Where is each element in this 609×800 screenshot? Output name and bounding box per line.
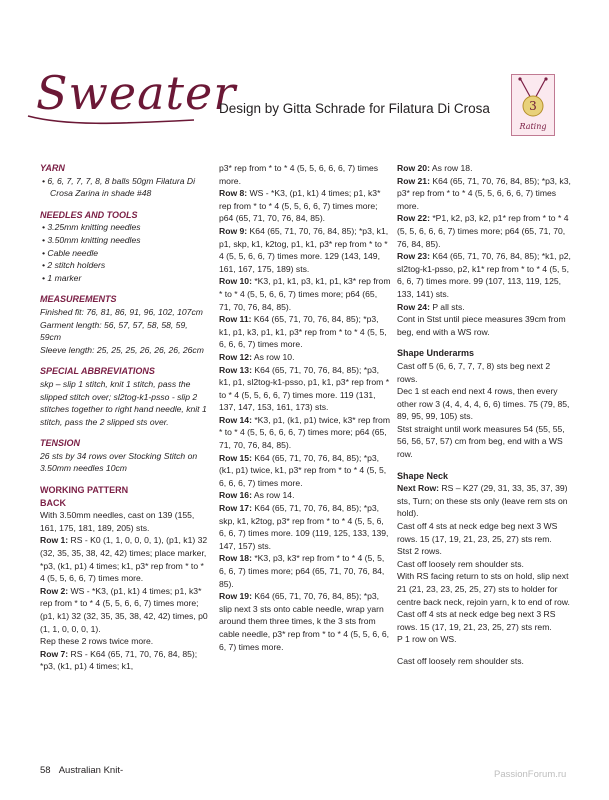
neck-text: Cast off 4 sts at neck edge beg next 3 RS rows. 15 (17, 19, 21, 23, 25, 27) sts rem.	[397, 609, 556, 632]
measurement-line: Finished fit: 76, 81, 86, 91, 96, 102, 107cm	[40, 306, 203, 317]
row-instruction: Row 10: *K3, p1, k1, p3, k1, p1, k3* rep from * to * 4 (5, 5, 6, 6, 7) times more; p64 (65, 71, 70, 76, 84, 85).	[219, 276, 391, 312]
needles-item: • 3.25mm knitting needles	[42, 222, 141, 233]
column-2	[219, 162, 391, 653]
abbreviations-text: skp – slip 1 stitch, knit 1 stitch, pass the slipped stitch over; sl2tog-k1-psso - slip 2 stitches together to right hand needle, knit 1 stitch, pass the 2 slipped sts over.	[40, 378, 207, 427]
row-instruction: Row 18: *K3, p3, k3* rep from * to * 4 (5, 5, 6, 6, 7) times more; p64 (65, 71, 70, 76, 84, 85).	[219, 553, 385, 589]
watermark: PassionForum.ru	[494, 769, 567, 780]
neck-text: Stst 2 rows.	[397, 546, 442, 557]
measurement-line: Sleeve length: 25, 25, 25, 26, 26, 26, 26cm	[40, 344, 204, 355]
page-footer	[40, 765, 123, 776]
yarn-heading: YARN	[40, 163, 65, 173]
row-instruction: Row 22: *P1, k2, p3, k2, p1* rep from * to * 4 (5, 5, 6, 6, 6, 7) times more; p64 (65, 71, 70, 76, 84, 85).	[397, 213, 569, 249]
yarn-item: • 6, 6, 7, 7, 7, 8, 8 balls 50gm Filatura Di Crosa Zarina in shade #48	[42, 175, 195, 199]
row-instruction: Row 12: As row 10.	[219, 351, 295, 362]
underarms-text: Stst straight until work measures 54 (55, 55, 56, 56, 57, 57) cm from beg, end with a WS row.	[397, 423, 565, 460]
back-intro: With 3.50mm needles, cast on 139 (155, 161, 175, 181, 189, 205) sts.	[40, 510, 195, 533]
needles-item: • 2 stitch holders	[42, 260, 106, 271]
shape-underarms-heading: Shape Underarms	[397, 348, 475, 359]
back-heading: BACK	[40, 497, 66, 508]
row-instruction: Row 20: As row 18.	[397, 163, 473, 173]
neck-text: Cast off loosely rem shoulder sts.	[397, 655, 524, 666]
needles-item: • Cable needle	[42, 247, 99, 258]
page-number: 58	[40, 765, 51, 776]
row-instruction: Row 24: P all sts.	[397, 301, 465, 312]
needles-item: • 1 marker	[42, 272, 82, 283]
neck-text: Cast off 4 sts at neck edge beg next 3 WS rows. 15 (17, 19, 21, 23, 25, 27) sts rem.	[397, 521, 558, 544]
row-instruction: Row 14: *K3, p1, (k1, p1) twice, k3* rep from * to * 4 (5, 5, 6, 6, 6, 7) times more; p64 (65, 71, 70, 76, 84, 85).	[219, 414, 390, 451]
row-instruction: Row 2: WS - *K3, (p1, k1) 4 times; p1, k3* rep from * to * 4 (5, 5, 6, 6, 7) times more; (p1, k1) 32 (32, 35, 35, 38, 42, 42) times, p0 (1, 1, 0, 0, 0, 1).	[40, 585, 208, 634]
measurements-heading: MEASUREMENTS	[40, 294, 117, 305]
rating-badge-icon	[511, 74, 555, 136]
measurement-line: Garment length: 56, 57, 57, 58, 58, 59, 59cm	[40, 319, 188, 343]
neck-text: Cast off loosely rem shoulder sts.	[397, 558, 524, 569]
row-instruction: Row 21: K64 (65, 71, 70, 76, 84, 85); *p3, k3, p3* rep from * to * 4 (5, 5, 6, 6, 6, 7) times more.	[397, 175, 571, 211]
row-instruction: Next Row: RS – K27 (29, 31, 33, 35, 37, 39) sts, Turn; on these sts only (leave rem sts on hold).	[397, 483, 568, 519]
row-instruction: Row 23: K64 (65, 71, 70, 76, 84, 85); *k1, p2, sl2tog-k1-psso, p2, k1* rep from * to * 4 (5, 5, 6, 6, 7) times more. 99 (107, 113, 119, 125, 133, 141) sts.	[397, 251, 571, 299]
byline: Design by Gitta Schrade for Filatura Di Crosa	[219, 101, 490, 116]
row-continuation: p3* rep from * to * 4 (5, 5, 6, 6, 6, 7) times more.	[219, 163, 379, 186]
abbreviations-heading: SPECIAL ABBREVIATIONS	[40, 366, 155, 377]
tension-text: 26 sts by 34 rows over Stocking Stitch on 3.50mm needles 10cm	[40, 450, 198, 474]
needles-item: • 3.50mm knitting needles	[42, 234, 141, 245]
neck-text: With RS facing return to sts on hold, slip next 21 (21, 23, 23, 25, 25, 27) sts to holder for centre back neck, rejoin yarn, k to end of row.	[397, 571, 570, 607]
row-instruction: Row 13: K64 (65, 71, 70, 76, 84, 85); *p3, k1, p1, sl2tog-k1-psso, p1, k1, p3* rep from * to * 4 (5, 5, 6, 6, 7) times more. 119 (131, 137, 147, 153, 161, 173) sts.	[219, 364, 390, 413]
repeat-note: Rep these 2 rows twice more.	[40, 636, 154, 647]
needles-heading: NEEDLES AND TOOLS	[40, 209, 138, 220]
magazine-name: Australian Knit-	[58, 765, 124, 776]
row-instruction: Row 8: WS - *K3, (p1, k1) 4 times; p1, k3* rep from * to * 4 (5, 5, 6, 6, 7) times more; p64 (65, 71, 70, 76, 84, 85).	[219, 188, 381, 224]
title-underline-swash	[26, 112, 196, 126]
rating-label: Rating	[519, 122, 547, 131]
shape-neck-heading: Shape Neck	[397, 470, 449, 481]
row-instruction: Row 16: As row 14.	[219, 490, 295, 501]
underarms-text: Dec 1 st each end next 4 rows, then every other row 3 (4, 4, 4, 4, 6, 6) times. 75 (79, 85, 89, 95, 99, 105) sts.	[397, 386, 570, 422]
row-instruction: Row 17: K64 (65, 71, 70, 76, 84, 85); *p3, skp, k1, k2tog, p3* rep from * to * 4 (5, 5, 6, 6, 6, 7) times more. 109 (119, 125, 133, 139, 147, 157) sts.	[219, 503, 389, 551]
column-1	[40, 162, 210, 673]
svg-text:3: 3	[529, 99, 537, 113]
row-instruction: Row 11: K64 (65, 71, 70, 76, 84, 85); *p3, k1, p1, k3, p1, k1, p3* rep from * to * 4 (5, 5, 6, 6, 6, 7) times more.	[219, 314, 387, 350]
row-instruction: Row 7: RS - K64 (65, 71, 70, 76, 84, 85); *p3, (k1, p1) 4 times; k1,	[40, 648, 198, 672]
title-script: Sweater	[36, 66, 237, 120]
neck-text: P 1 row on WS.	[397, 634, 457, 645]
row-instruction: Row 19: K64 (65, 71, 70, 76, 84, 85); *p3, slip next 3 sts onto cable needle, wrap yarn around them three times, k the 3 sts from cable needle, p3* rep from * to * 4 (5, 5, 6, 6, 6, 7) times more.	[219, 591, 390, 652]
column-3	[397, 162, 572, 668]
tension-heading: TENSION	[40, 438, 81, 449]
working-pattern-heading: WORKING PATTERN	[40, 485, 129, 496]
row-instruction: Row 9: K64 (65, 71, 70, 76, 84, 85); *p3, k1, p1, skp, k1, k2tog, p1, k1, p3* rep from * to * 4 (5, 5, 6, 6, 7) times more. 129 (143, 149, 161, 167, 175, 189) sts.	[219, 225, 389, 274]
underarms-text: Cast off 5 (6, 6, 7, 7, 7, 8) sts beg next 2 rows.	[397, 360, 551, 384]
row-instruction: Row 15: K64 (65, 71, 70, 76, 84, 85); *p3, (k1, p1) twice, k1, p3* rep from * to * 4 (5, 5, 6, 6, 6, 7) times more.	[219, 452, 387, 488]
continue-note: Cont in Stst until piece measures 39cm from beg, end with a WS row.	[397, 314, 566, 337]
row-instruction: Row 1: RS - K0 (1, 1, 0, 0, 0, 1), (p1, k1) 32 (32, 35, 35, 38, 42, 42) times; place marker, *p3, (k1, p1) 4 times; k1, p3* rep from * to * 4 (5, 5, 6, 6, 7) times more.	[40, 535, 208, 584]
